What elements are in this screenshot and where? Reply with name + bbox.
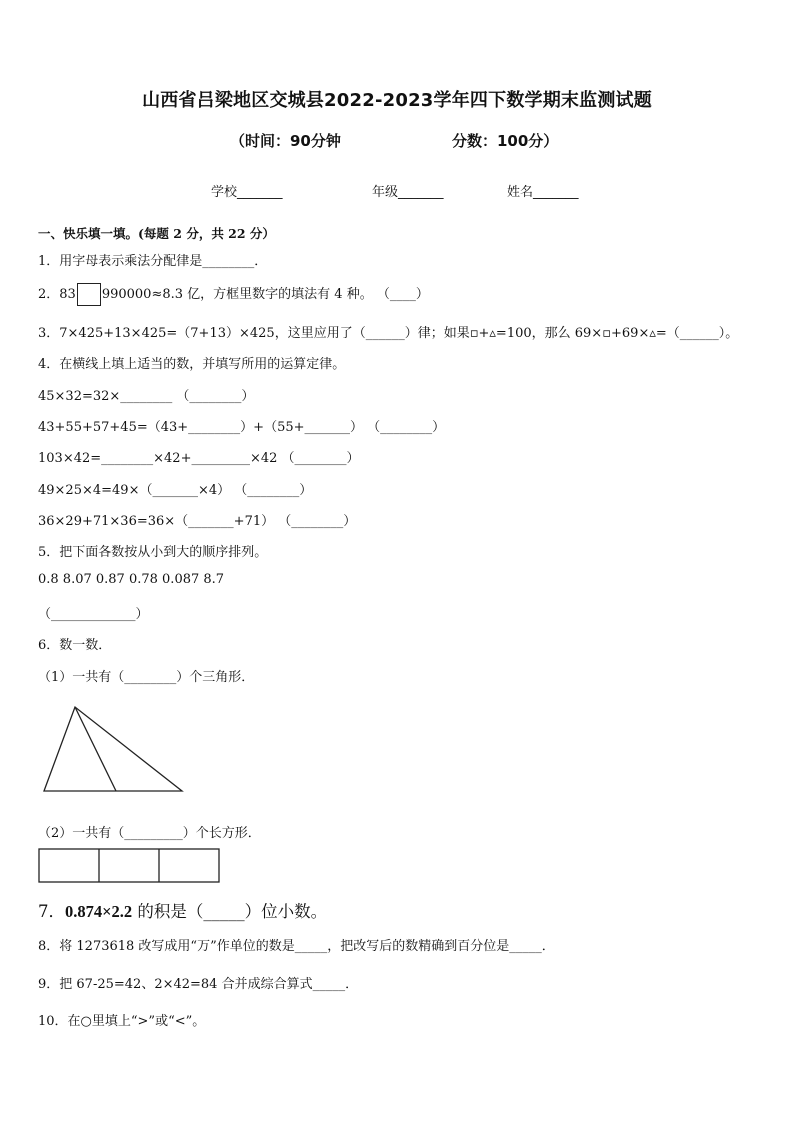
section-title: 一、快乐填一填。(每题 2 分，共 22 分） (38, 226, 275, 241)
grade-field: 年级_______ (372, 185, 444, 200)
question-4: 4．在横线上填上适当的数，并填写所用的运算定律。 (38, 357, 346, 372)
school-field: 学校_______ (211, 185, 283, 200)
question-4-line: 45×32=32×________ （________） (38, 389, 255, 404)
question-4-line: 49×25×4=49×（_______×4） （________） (38, 483, 313, 498)
outer-triangle (44, 707, 182, 791)
question-5: 5．把下面各数按从小到大的顺序排列。 (38, 545, 268, 560)
question-4-line: 43+55+57+45=（43+________）+（55+_______） （________） (38, 420, 446, 435)
question-4-line: 36×29+71×36=36×（_______+71） （________） (38, 514, 357, 529)
outer-rectangle (39, 849, 219, 882)
exam-time: （时间：90分钟 (230, 132, 341, 150)
question-6-part-1: （1）一共有（________）个三角形． (38, 670, 255, 685)
question-5-numbers: 0.8 8.07 0.87 0.78 0.087 8.7 (38, 572, 225, 587)
question-8: 8．将 1273618 改写成用“万”作单位的数是_____，把改写后的数精确到百分位是_____． (38, 939, 555, 954)
question-1: 1．用字母表示乘法分配律是________． (38, 254, 268, 269)
question-6: 6．数一数． (38, 638, 112, 653)
triangle-figure (38, 700, 188, 796)
question-7-text: 的积是（_____）位小数。 (132, 902, 328, 921)
answer-box (77, 283, 101, 306)
question-3: 3．7×425+13×425=（7+13）×425，这里应用了（______）律；如果▫+▵=100，那么 69×▫+69×▵=（______）。 (38, 326, 739, 341)
rectangle-figure (38, 848, 222, 885)
question-4-line: 103×42=________×42+_________×42 （________） (38, 451, 360, 466)
question-2-suffix: 990000≈8.3 亿，方框里数字的填法有 4 种。 （____） (101, 287, 429, 302)
name-field: 姓名_______ (507, 185, 579, 200)
question-6-part-2: （2）一共有（_________）个长方形． (38, 826, 261, 841)
question-9: 9．把 67-25=42、2×42=84 合并成综合算式_____． (38, 977, 359, 992)
question-7 (38, 898, 327, 922)
page-title: 山西省吕梁地区交城县2022-2023学年四下数学期末监测试题 (142, 90, 652, 111)
dividing-line (75, 707, 116, 791)
question-7-number: 7． (38, 902, 65, 921)
question-10: 10．在○里填上“>”或“<”。 (38, 1014, 206, 1029)
question-2 (38, 283, 429, 306)
question-5-answer: （_____________） (38, 607, 149, 622)
question-7-expression: 0.874×2.2 (65, 902, 133, 921)
question-2-prefix: 2．83 (38, 287, 76, 302)
exam-score: 分数：100分） (452, 132, 559, 150)
